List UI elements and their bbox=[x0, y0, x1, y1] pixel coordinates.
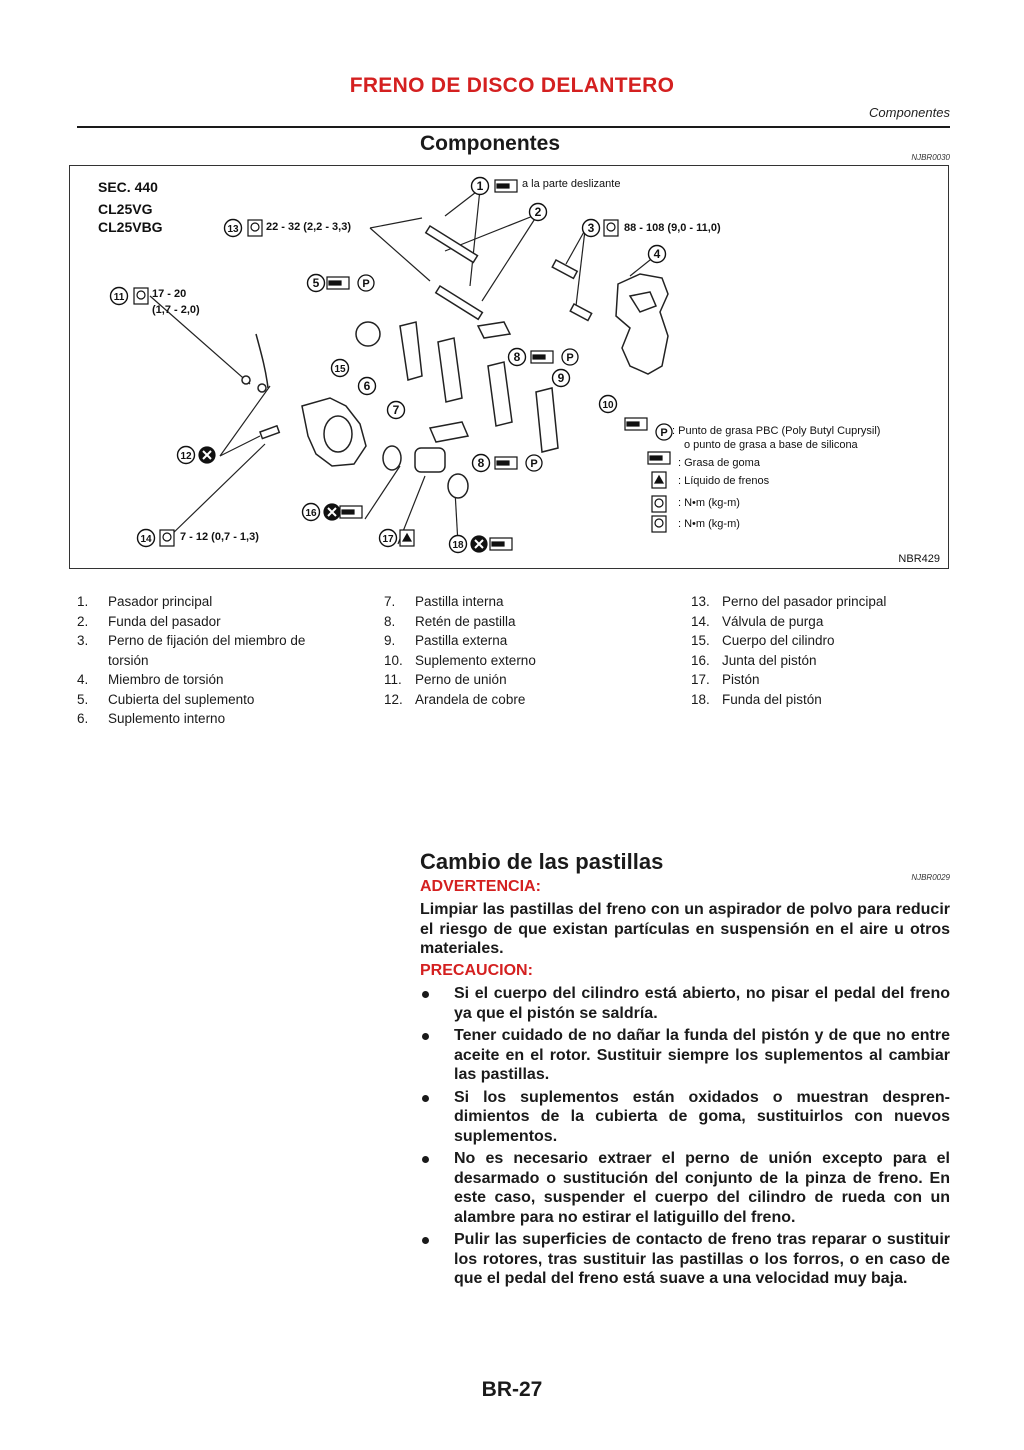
caption-item bbox=[77, 592, 337, 612]
grease-symbol-icon bbox=[495, 180, 517, 192]
caution-bullet-text: Si los suplementos están oxidados o muestran desprendimientos de la cubierta de goma, sustituirlos con nuevos suplementos. bbox=[454, 1088, 950, 1145]
svg-text:15: 15 bbox=[334, 364, 346, 375]
svg-text:11: 11 bbox=[113, 292, 125, 303]
callout-1 bbox=[472, 178, 489, 195]
caption-text: Funda del pasador bbox=[108, 613, 221, 629]
cambio-code: NJBR0029 bbox=[911, 873, 950, 882]
callout-2 bbox=[530, 204, 547, 221]
caption-text: Perno del pasador principal bbox=[722, 594, 887, 609]
caption-number: 13. bbox=[691, 594, 710, 609]
svg-text:12: 12 bbox=[180, 451, 192, 462]
callout-5 bbox=[308, 275, 325, 292]
caption-number: 14. bbox=[691, 613, 710, 629]
bullet-dot-icon bbox=[422, 1033, 429, 1040]
caution-bullet bbox=[420, 1230, 950, 1289]
caption-column-3 bbox=[691, 592, 951, 709]
torque-wrench-icon bbox=[248, 220, 262, 236]
caption-number: 5. bbox=[77, 691, 89, 707]
caption-number: 3. bbox=[77, 633, 89, 648]
caption-item bbox=[691, 631, 951, 651]
svg-text:6: 6 bbox=[363, 379, 371, 393]
callout-12 bbox=[178, 447, 195, 464]
torque-3: 88 - 108 (9,0 - 11,0) bbox=[624, 222, 721, 234]
page-number: BR-27 bbox=[481, 1378, 543, 1401]
caption-text: Retén de pastilla bbox=[415, 613, 516, 629]
p-grease-icon bbox=[562, 349, 578, 365]
callout-16 bbox=[303, 504, 320, 521]
svg-text:5: 5 bbox=[312, 276, 320, 290]
caption-item bbox=[691, 670, 951, 690]
svg-text:14: 14 bbox=[140, 534, 152, 545]
part1-note: a la parte deslizante bbox=[522, 178, 621, 190]
caption-text: Cubierta del suplemento bbox=[108, 691, 255, 707]
caption-number: 15. bbox=[691, 633, 710, 648]
svg-text:P: P bbox=[566, 352, 574, 364]
torque-14: 7 - 12 (0,7 - 1,3) bbox=[180, 531, 259, 543]
running-header: Componentes bbox=[869, 105, 950, 120]
bullet-dot-icon bbox=[422, 991, 429, 998]
grease-symbol-icon bbox=[625, 418, 647, 430]
torque-wrench-icon bbox=[160, 530, 174, 546]
caption-item bbox=[77, 690, 337, 710]
caption-text: Pastilla interna bbox=[415, 594, 504, 609]
svg-text:P: P bbox=[530, 458, 538, 470]
legend-pbc-line2: o punto de grasa a base de silicona bbox=[684, 439, 858, 451]
callout-11 bbox=[111, 288, 128, 305]
do-not-reuse-icon bbox=[324, 504, 340, 520]
sec-label: SEC. 440 bbox=[98, 179, 158, 195]
caption-text: Pastilla externa bbox=[415, 633, 508, 648]
caution-heading: PRECAUCION: bbox=[420, 962, 533, 979]
torque-11-a: 17 - 20 bbox=[152, 288, 187, 300]
caption-number: 10. bbox=[384, 652, 403, 668]
caption-number: 9. bbox=[384, 633, 396, 648]
grease-symbol-icon bbox=[327, 277, 349, 289]
diagram-drawing bbox=[70, 166, 948, 568]
callout-8a bbox=[509, 349, 526, 366]
caution-bullet-text: Tener cuidado de no dañar la funda del pistón y de que no entre aceite en el rotor. Sustituir siempre los suplementos al cambiar las pastillas. bbox=[454, 1027, 950, 1083]
legend-brake-fluid: : Líquido de frenos bbox=[678, 475, 770, 487]
caution-bullet bbox=[420, 1088, 950, 1147]
bullet-dot-icon bbox=[422, 1156, 429, 1163]
torque-wrench-icon bbox=[604, 220, 618, 236]
callout-9 bbox=[553, 370, 570, 387]
caption-text: Funda del pistón bbox=[722, 691, 822, 707]
caution-bullet-text: Pulir las superficies de contacto de freno tras reparar o sustituir los rotores, tras sustituir las pastillas o los forros, o en caso de que el pedal del freno está suave a una velocidad muy baja. bbox=[454, 1231, 950, 1287]
caption-item bbox=[77, 670, 337, 690]
svg-text:7: 7 bbox=[392, 403, 400, 417]
grease-symbol-icon bbox=[490, 538, 512, 550]
svg-text:9: 9 bbox=[557, 371, 565, 385]
caption-number: 4. bbox=[77, 672, 89, 687]
callout-15 bbox=[332, 360, 349, 377]
svg-text:1: 1 bbox=[476, 179, 484, 193]
svg-text:8: 8 bbox=[477, 456, 485, 470]
caption-text: Pistón bbox=[722, 672, 760, 687]
model-label-2: CL25VBG bbox=[98, 219, 163, 235]
caption-item bbox=[384, 612, 644, 632]
caution-bullet bbox=[420, 1149, 950, 1227]
torque-wrench-icon bbox=[652, 516, 666, 532]
caption-item bbox=[691, 592, 951, 612]
p-grease-icon bbox=[656, 424, 672, 440]
caution-bullet-text: No es necesario extraer el perno de unión excepto para el desarmado o sustitución del conjunto de la pinza de freno. En este caso, suspender el cuerpo del cilindro de rueda con un alambre para no estirar el latiguillo del freno. bbox=[454, 1150, 950, 1226]
bullet-dot-icon bbox=[422, 1237, 429, 1244]
caption-number: 2. bbox=[77, 613, 89, 629]
caption-item bbox=[384, 651, 644, 671]
caption-item bbox=[77, 709, 337, 729]
callout-3 bbox=[583, 220, 600, 237]
grease-symbol-icon bbox=[340, 506, 362, 518]
model-label-1: CL25VG bbox=[98, 201, 153, 217]
p-grease-icon bbox=[358, 275, 374, 291]
caution-bullet-text: Si el cuerpo del cilindro está abierto, no pisar el pedal del freno ya que el pistón se saldría. bbox=[454, 985, 950, 1022]
callout-14 bbox=[138, 530, 155, 547]
torque-wrench-icon bbox=[652, 496, 666, 512]
caption-text: Perno de fijación del miembro de torsión bbox=[108, 633, 306, 668]
callout-4 bbox=[649, 246, 666, 263]
torque-13: 22 - 32 (2,2 - 3,3) bbox=[266, 221, 351, 233]
svg-text:18: 18 bbox=[452, 540, 464, 551]
grease-symbol-icon bbox=[531, 351, 553, 363]
svg-text:4: 4 bbox=[653, 247, 661, 261]
caption-text: Pasador principal bbox=[108, 594, 213, 609]
warning-body: Limpiar las pastillas del freno con un aspirador de polvo para reducir el riesgo de que existan partículas en suspensión en el aire u otros materiales. bbox=[420, 901, 950, 957]
caption-text: Arandela de cobre bbox=[415, 691, 526, 707]
section-code: NJBR0030 bbox=[911, 153, 950, 162]
callout-10 bbox=[600, 396, 617, 413]
callout-6 bbox=[359, 378, 376, 395]
document-title: FRENO DE DISCO DELANTERO bbox=[349, 74, 675, 97]
svg-text:2: 2 bbox=[534, 205, 542, 219]
callout-8b bbox=[473, 455, 490, 472]
caution-bullet bbox=[420, 1026, 950, 1085]
legend-rubber-grease: : Grasa de goma bbox=[678, 457, 760, 469]
caption-number: 1. bbox=[77, 594, 89, 609]
caption-number: 17. bbox=[691, 672, 710, 687]
svg-text:P: P bbox=[660, 427, 668, 439]
brake-fluid-icon bbox=[652, 472, 666, 488]
caption-text: Perno de unión bbox=[415, 672, 507, 687]
caption-number: 12. bbox=[384, 691, 403, 707]
svg-text:16: 16 bbox=[305, 508, 317, 519]
caption-number: 11. bbox=[384, 672, 402, 687]
caption-text: Suplemento interno bbox=[108, 711, 226, 726]
cambio-title: Cambio de las pastillas bbox=[420, 849, 664, 874]
caption-number: 18. bbox=[691, 691, 710, 707]
caption-item bbox=[691, 651, 951, 671]
caution-list bbox=[420, 984, 950, 1292]
caption-text: Válvula de purga bbox=[722, 613, 824, 629]
grease-symbol-icon bbox=[648, 452, 670, 464]
caption-number: 8. bbox=[384, 613, 396, 629]
header-rule bbox=[77, 126, 950, 128]
caption-column-1 bbox=[77, 592, 337, 729]
caption-item bbox=[384, 631, 644, 651]
do-not-reuse-icon bbox=[471, 536, 487, 552]
caption-number: 7. bbox=[384, 594, 396, 609]
caption-text: Suplemento externo bbox=[415, 652, 536, 668]
torque-11-b: (1,7 - 2,0) bbox=[152, 304, 200, 316]
caption-text: Cuerpo del cilindro bbox=[722, 633, 835, 648]
svg-text:3: 3 bbox=[587, 221, 595, 235]
svg-text:8: 8 bbox=[513, 350, 521, 364]
svg-text:10: 10 bbox=[602, 400, 614, 411]
caption-item bbox=[384, 592, 644, 612]
caption-column-2 bbox=[384, 592, 644, 709]
legend-torque-1: : N•m (kg-m) bbox=[678, 497, 740, 509]
brake-fluid-icon bbox=[400, 530, 414, 546]
exploded-diagram bbox=[69, 165, 949, 569]
bullet-dot-icon bbox=[422, 1095, 429, 1102]
svg-text:P: P bbox=[362, 278, 370, 290]
caption-item bbox=[384, 690, 644, 710]
callout-18 bbox=[450, 536, 467, 553]
do-not-reuse-icon bbox=[199, 447, 215, 463]
callout-7 bbox=[388, 402, 405, 419]
callout-17 bbox=[380, 530, 397, 547]
p-grease-icon bbox=[526, 455, 542, 471]
caption-number: 16. bbox=[691, 652, 710, 668]
caption-item bbox=[691, 612, 951, 632]
section-title: Componentes bbox=[420, 132, 561, 155]
caption-item bbox=[77, 612, 337, 632]
caption-item bbox=[77, 631, 337, 670]
figure-code: NBR429 bbox=[898, 553, 940, 565]
torque-wrench-icon bbox=[134, 288, 148, 304]
warning-heading: ADVERTENCIA: bbox=[420, 878, 541, 895]
caution-bullet bbox=[420, 984, 950, 1023]
caption-text: Miembro de torsión bbox=[108, 672, 224, 687]
grease-symbol-icon bbox=[495, 457, 517, 469]
legend-torque-2: : N•m (kg-m) bbox=[678, 518, 740, 530]
legend-pbc-line1: : Punto de grasa PBC (Poly Butyl Cuprysil) bbox=[672, 425, 881, 437]
svg-text:13: 13 bbox=[227, 224, 239, 235]
caption-item bbox=[691, 690, 951, 710]
caption-item bbox=[384, 670, 644, 690]
svg-text:17: 17 bbox=[382, 534, 394, 545]
callout-13 bbox=[225, 220, 242, 237]
caption-text: Junta del pistón bbox=[722, 652, 817, 668]
caption-number: 6. bbox=[77, 711, 89, 726]
